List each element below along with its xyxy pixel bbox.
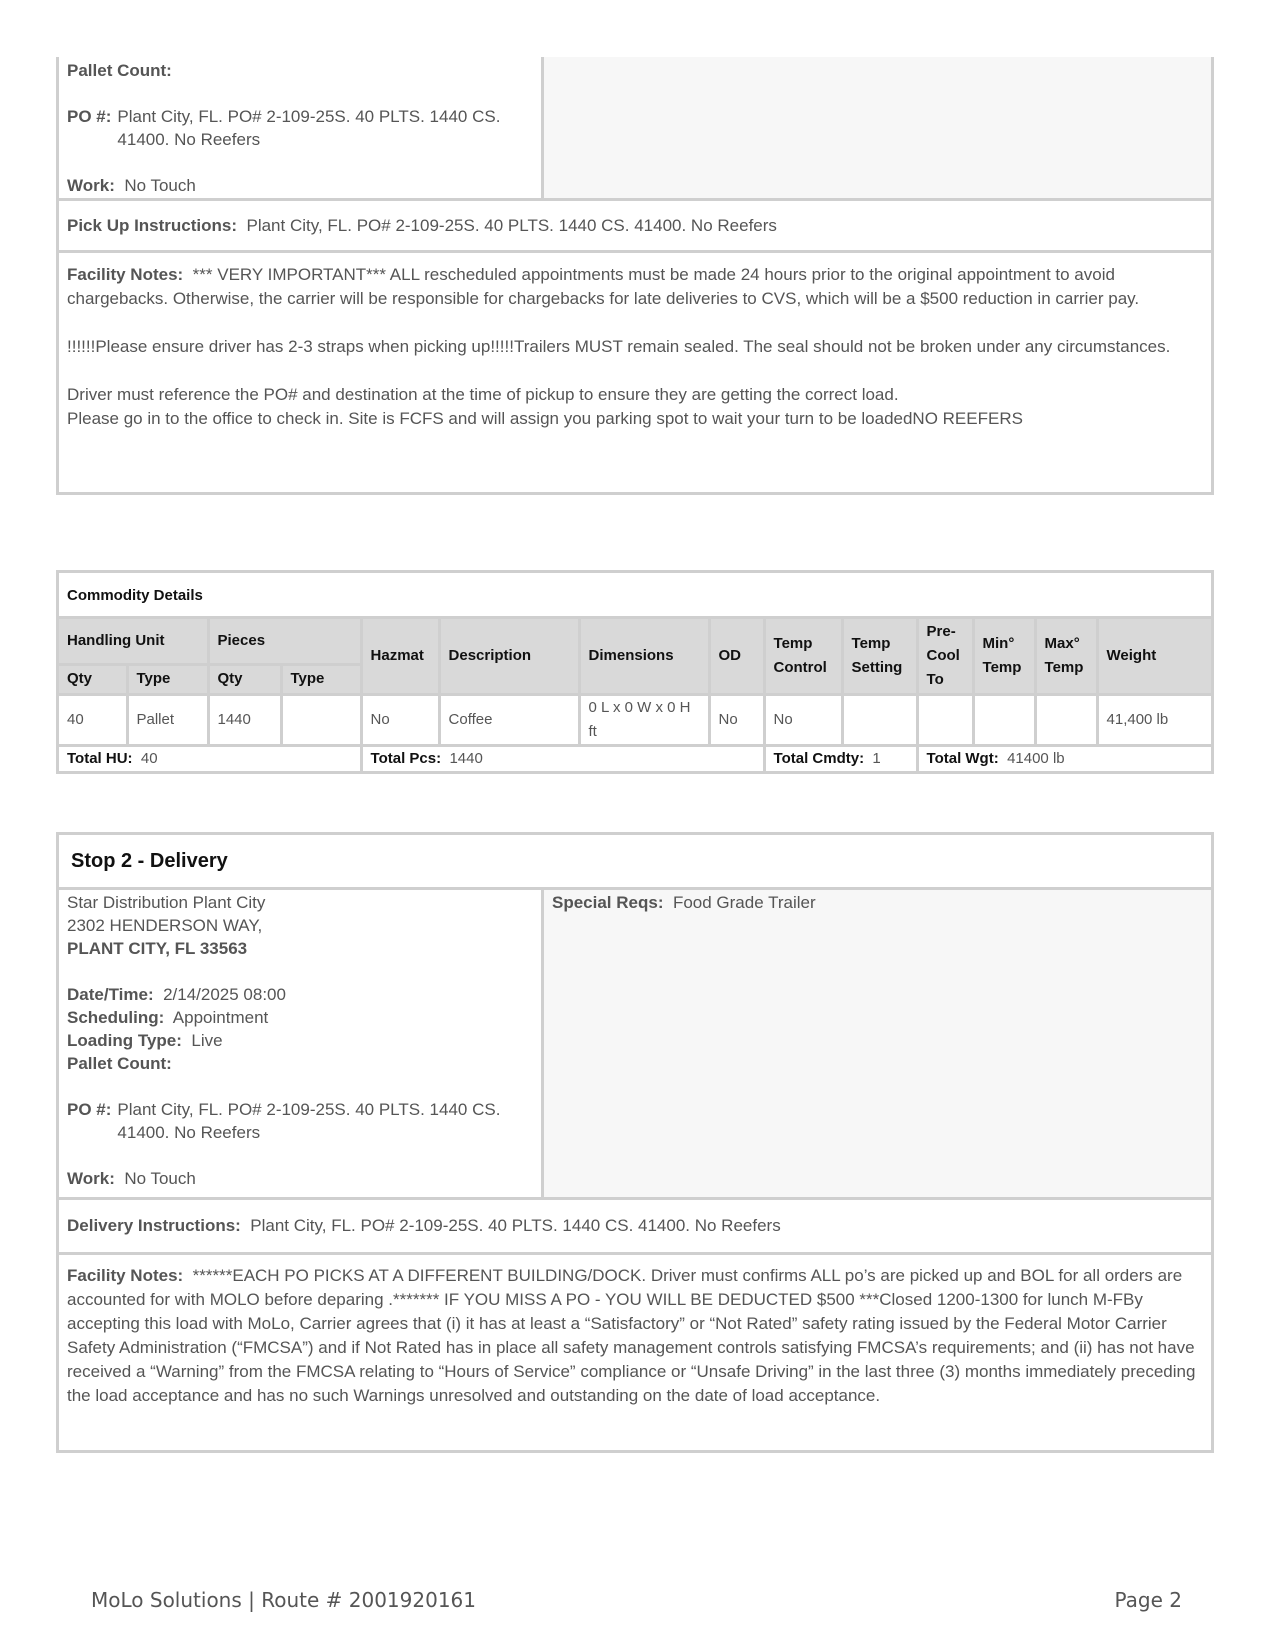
scheduling (67, 1006, 533, 1029)
th-hazmat: Hazmat (361, 619, 439, 694)
stop2-work-value: No Touch (124, 1169, 196, 1188)
th-pre-cool: Pre-Cool To (917, 619, 973, 694)
loading-type-label: Loading Type: (67, 1031, 182, 1050)
special-reqs-label: Special Reqs: (552, 893, 664, 912)
datetime-value: 2/14/2025 08:00 (163, 985, 286, 1004)
cell-dimensions: 0 L x 0 W x 0 H ft (579, 694, 709, 745)
po-number (67, 105, 533, 151)
th-pcs-qty: Qty (208, 664, 281, 694)
th-hu-type: Type (127, 664, 208, 694)
commodity-details-title: Commodity Details (59, 573, 1211, 619)
cell-hu-qty: 40 (59, 694, 127, 745)
stop2-po-label: PO #: (67, 1100, 112, 1119)
footer-page-number: Page 2 (1114, 1588, 1182, 1612)
stop1-details-left (59, 57, 544, 198)
stop2-work-label: Work: (67, 1169, 115, 1188)
facility-notes-p2: !!!!!!Please ensure driver has 2-3 straps when picking up!!!!!Trailers MUST remain sealed. The seal should not be broken under any circumstances. (67, 337, 1171, 356)
work-value: No Touch (124, 176, 196, 195)
facility-notes-p3b: Please go in to the office to check in. Site is FCFS and will assign you parking spot to wait your turn to be loadedNO REEFERS (67, 409, 1023, 428)
scheduling-value: Appointment (172, 1008, 269, 1027)
stop2-facility-notes-label: Facility Notes: (67, 1266, 184, 1285)
total-cmdty-value: 1 (872, 749, 881, 767)
stop2-details-row (59, 887, 1211, 1197)
pickup-instructions-value: Plant City, FL. PO# 2-109-25S. 40 PLTS. 1440 CS. 41400. No Reefers (246, 216, 777, 235)
work-label: Work: (67, 176, 115, 195)
total-cmdty-label: Total Cmdty: (773, 749, 865, 767)
total-pcs (361, 745, 764, 771)
th-temp-setting: Temp Setting (842, 619, 917, 694)
datetime-label: Date/Time: (67, 985, 154, 1004)
cell-temp-setting (842, 694, 917, 745)
stop1-details-right (544, 57, 1211, 198)
facility-notes (59, 250, 1211, 492)
special-reqs (552, 891, 1203, 914)
th-dimensions: Dimensions (579, 619, 709, 694)
cell-temp-control: No (764, 694, 842, 745)
stop2-po-value: Plant City, FL. PO# 2-109-25S. 40 PLTS. 1440 CS. 41400. No Reefers (117, 1100, 501, 1142)
datetime (67, 983, 533, 1006)
stop2-title: Stop 2 - Delivery (71, 850, 228, 872)
cell-description: Coffee (439, 694, 579, 745)
table-row (59, 694, 1211, 745)
commodity-table (59, 619, 1211, 771)
th-hu-qty: Qty (59, 664, 127, 694)
pallet-count-label: Pallet Count: (67, 61, 172, 80)
cell-max-temp (1035, 694, 1097, 745)
pickup-instructions (59, 198, 1211, 250)
total-hu-label: Total HU: (67, 749, 133, 767)
facility-notes-p3a: Driver must reference the PO# and destination at the time of pickup to ensure they are getting the correct load. (67, 385, 899, 404)
stop1-section (56, 57, 1214, 495)
loading-type (67, 1029, 533, 1052)
total-wgt (917, 745, 1211, 771)
special-reqs-value: Food Grade Trailer (672, 893, 816, 912)
total-hu (59, 745, 361, 771)
cell-od: No (709, 694, 764, 745)
po-value: Plant City, FL. PO# 2-109-25S. 40 PLTS. 1440 CS. 41400. No Reefers (117, 107, 501, 149)
loading-type-value: Live (191, 1031, 223, 1050)
cell-pcs-type (281, 694, 361, 745)
cell-hazmat: No (361, 694, 439, 745)
commodity-details (56, 570, 1214, 774)
total-wgt-value: 41400 lb (1007, 749, 1065, 767)
stop2-details-right (544, 890, 1211, 1197)
stop2-facility-notes-value: ******EACH PO PICKS AT A DIFFERENT BUILDING/DOCK. Driver must confirms ALL po’s are picked up and BOL for all orders are accounted for with MOLO before deparing .******* IF YOU MISS A PO - YOU WILL BE DEDUCTED $500 ***Closed 1200-1300 for lunch M-FBy accepting this load with MoLo, Carrier agrees that (i) it has at least a “Satisfactory” or “Not Rated” safety rating issued by the Federal Motor Carrier Safety Administration (“FMCSA”) and if Not Rated has in place all safety management controls satisfying FMCSA’s requirements; and (ii) has not have received a “Warning” from the FMCSA relating to “Hours of Service” compliance or “Unsafe Driving” in the last three (3) months immediately preceding the load acceptance and has no such Warnings unresolved and outstanding on the date of load acceptance. (67, 1266, 1196, 1405)
cell-pcs-qty: 1440 (208, 694, 281, 745)
stop2-po-number (67, 1098, 533, 1144)
facility-notes-label: Facility Notes: (67, 265, 184, 284)
stop2-address: 2302 HENDERSON WAY, (67, 916, 263, 935)
th-description: Description (439, 619, 579, 694)
th-max-temp: Max° Temp (1035, 619, 1097, 694)
cell-pre-cool (917, 694, 973, 745)
stop1-details-row (59, 57, 1211, 198)
footer-route: MoLo Solutions | Route # 2001920161 (91, 1588, 476, 1612)
cell-min-temp (973, 694, 1035, 745)
facility-notes-p1: *** VERY IMPORTANT*** ALL rescheduled appointments must be made 24 hours prior to the original appointment to avoid chargebacks. Otherwise, the carrier will be responsible for chargebacks for late deliveries to CVS, which will be a $500 reduction in carrier pay. (67, 265, 1140, 308)
th-pieces: Pieces (208, 619, 361, 664)
po-label: PO #: (67, 107, 112, 126)
total-hu-value: 40 (140, 749, 158, 767)
stop2-pallet-count-label: Pallet Count: (67, 1054, 172, 1073)
th-od: OD (709, 619, 764, 694)
pallet-count (67, 59, 533, 82)
delivery-instructions (59, 1197, 1211, 1252)
stop2-section (56, 832, 1214, 1453)
scheduling-label: Scheduling: (67, 1008, 165, 1027)
pickup-instructions-label: Pick Up Instructions: (67, 216, 238, 235)
totals-row (59, 745, 1211, 771)
th-temp-control: Temp Control (764, 619, 842, 694)
cell-weight: 41,400 lb (1097, 694, 1211, 745)
th-handling-unit: Handling Unit (59, 619, 208, 664)
th-weight: Weight (1097, 619, 1211, 694)
work (67, 174, 533, 197)
stop2-city: PLANT CITY, FL 33563 (67, 939, 248, 958)
stop2-work (67, 1167, 533, 1190)
stop2-details-left (59, 890, 544, 1197)
delivery-instructions-label: Delivery Instructions: (67, 1216, 241, 1235)
stop2-facility-notes (59, 1252, 1211, 1450)
total-cmdty (764, 745, 917, 771)
total-pcs-value: 1440 (449, 749, 483, 767)
stop2-name: Star Distribution Plant City (67, 893, 266, 912)
th-pcs-type: Type (281, 664, 361, 694)
total-wgt-label: Total Wgt: (926, 749, 999, 767)
cell-hu-type: Pallet (127, 694, 208, 745)
th-min-temp: Min° Temp (973, 619, 1035, 694)
total-pcs-label: Total Pcs: (370, 749, 442, 767)
delivery-instructions-value: Plant City, FL. PO# 2-109-25S. 40 PLTS. 1440 CS. 41400. No Reefers (250, 1216, 781, 1235)
